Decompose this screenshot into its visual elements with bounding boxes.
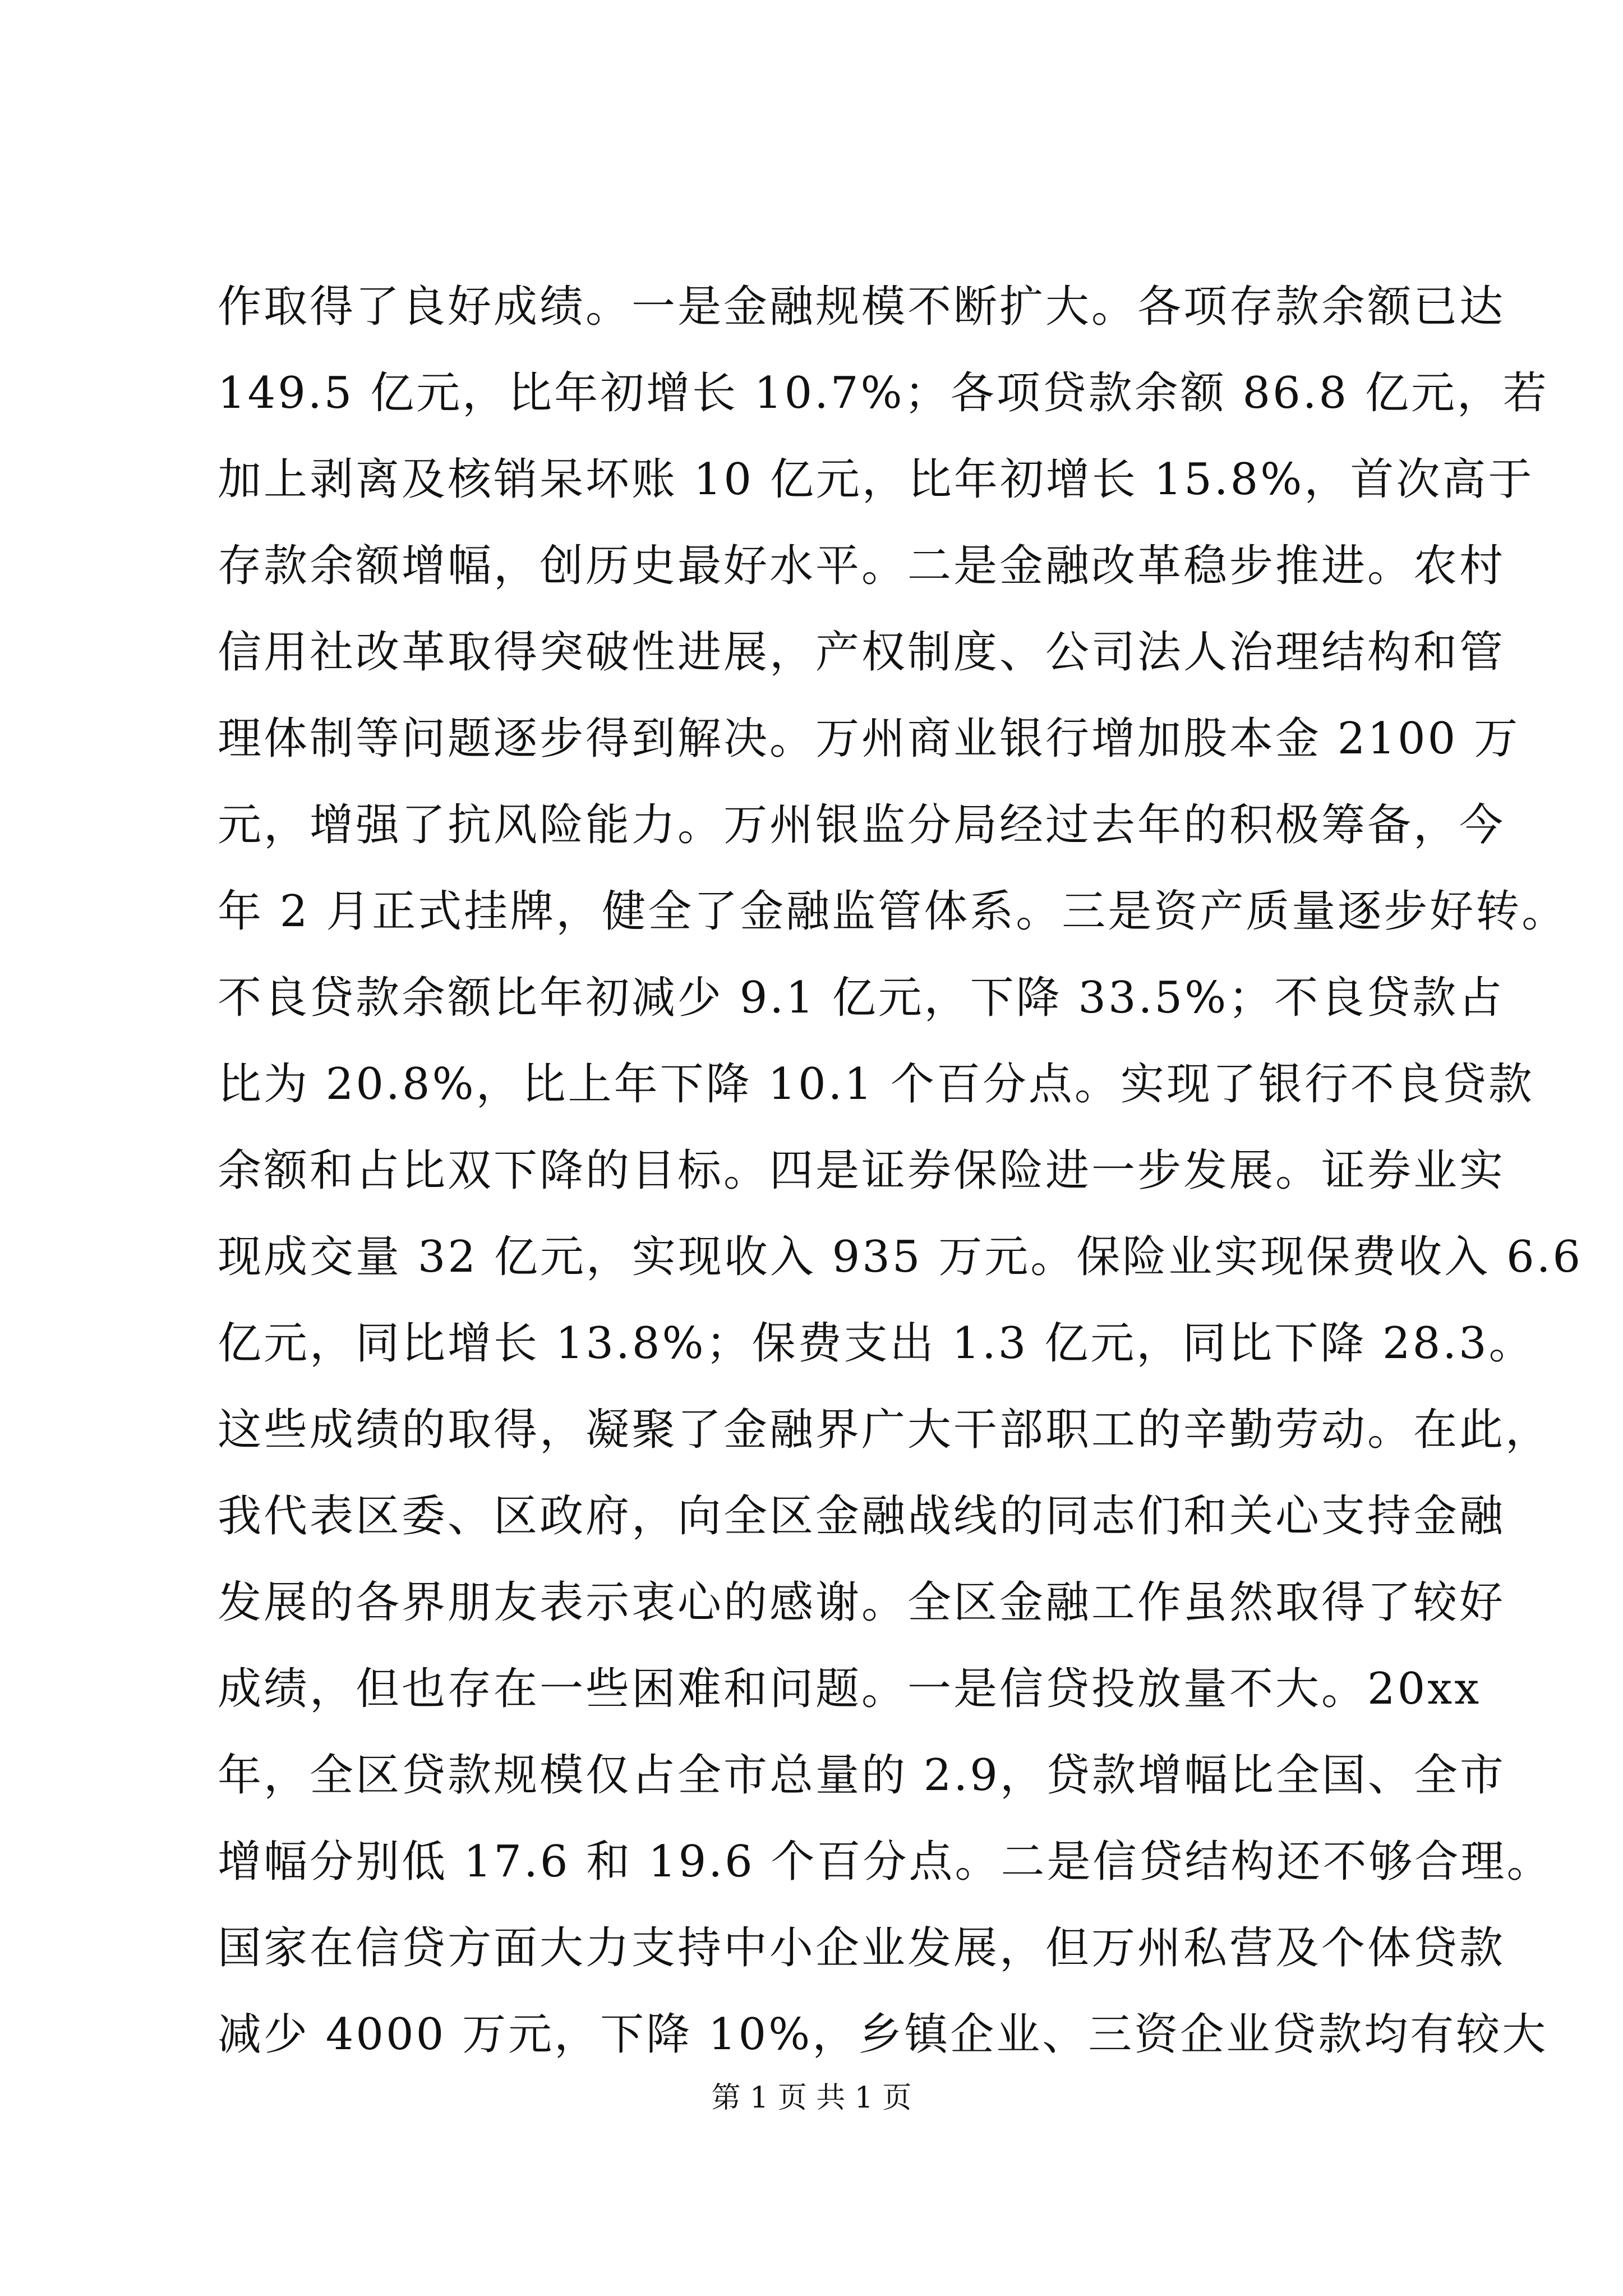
text-line: 年 2 月正式挂牌，健全了金融监管体系。三是资产质量逐步好转。 — [218, 886, 1568, 937]
text-line: 存款余额增幅，创历史最好水平。二是金融改革稳步推进。农村 — [218, 541, 1506, 591]
text-line: 增幅分别低 17.6 和 19.6 个百分点。二是信贷结构还不够合理。 — [218, 1837, 1553, 1887]
text-line: 年，全区贷款规模仅占全市总量的 2.9，贷款增幅比全国、全市 — [218, 1750, 1506, 1801]
text-line: 元，增强了抗风险能力。万州银监分局经过去年的积极筹备，今 — [218, 800, 1506, 850]
text-line: 成绩，但也存在一些困难和问题。一是信贷投放量不大。20xx — [218, 1664, 1482, 1714]
text-line: 149.5 亿元，比年初增长 10.7%；各项贷款余额 86.8 亿元，若 — [218, 368, 1549, 418]
text-line: 加上剥离及核销呆坏账 10 亿元，比年初增长 15.8%，首次高于 — [218, 454, 1534, 505]
text-line: 作取得了良好成绩。一是金融规模不断扩大。各项存款余额已达 — [218, 282, 1506, 332]
text-line: 减少 4000 万元，下降 10%，乡镇企业、三资企业贷款均有较大 — [218, 2009, 1548, 2060]
text-line: 现成交量 32 亿元，实现收入 935 万元。保险业实现保费收入 6.6 — [218, 1232, 1583, 1282]
text-line: 不良贷款余额比年初减少 9.1 亿元，下降 33.5%；不良贷款占 — [218, 973, 1505, 1023]
page-footer: 第 1 页 共 1 页 — [711, 2081, 912, 2115]
text-line: 国家在信贷方面大力支持中小企业发展，但万州私营及个体贷款 — [218, 1923, 1506, 1973]
text-line: 发展的各界朋友表示衷心的感谢。全区金融工作虽然取得了较好 — [218, 1577, 1506, 1628]
text-line: 这些成绩的取得，凝聚了金融界广大干部职工的辛勤劳动。在此， — [218, 1405, 1552, 1455]
text-line: 余额和占比双下降的目标。四是证券保险进一步发展。证券业实 — [218, 1145, 1506, 1196]
text-line: 比为 20.8%，比上年下降 10.1 个百分点。实现了银行不良贷款 — [218, 1059, 1534, 1110]
text-line: 理体制等问题逐步得到解决。万州商业银行增加股本金 2100 万 — [218, 714, 1520, 764]
body-text — [218, 264, 1583, 2078]
text-line: 亿元，同比增长 13.8%；保费支出 1.3 亿元，同比下降 28.3。 — [218, 1318, 1535, 1369]
text-line: 我代表区委、区政府，向全区金融战线的同志们和关心支持金融 — [218, 1491, 1506, 1542]
text-line: 信用社改革取得突破性进展，产权制度、公司法人治理结构和管 — [218, 627, 1506, 678]
